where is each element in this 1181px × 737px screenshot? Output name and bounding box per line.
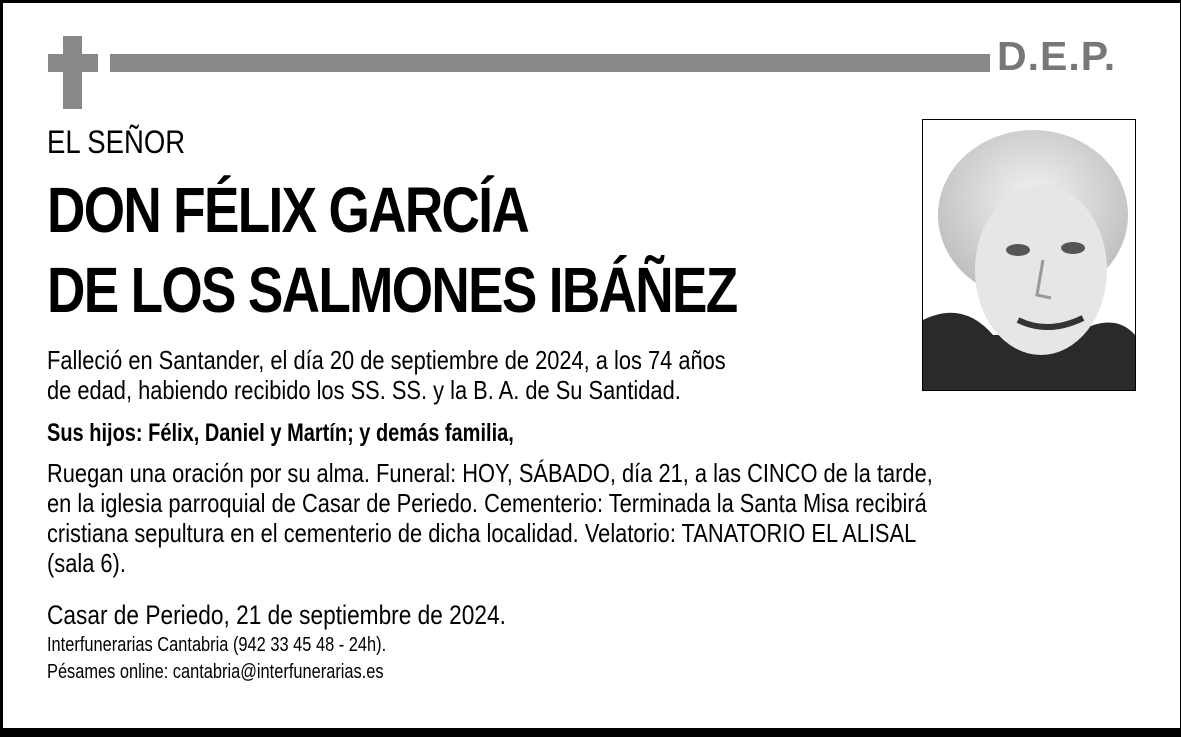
intro-label: EL SEÑOR xyxy=(47,124,186,160)
death-paragraph xyxy=(47,345,726,405)
deceased-name-line-1: DON FÉLIX GARCÍA xyxy=(47,174,529,246)
funeral-line: (sala 6). xyxy=(47,548,126,578)
death-line: Falleció en Santander, el día 20 de septiembre de 2024, a los 74 años xyxy=(47,345,726,375)
deceased-photo xyxy=(922,119,1136,391)
dep-label: D.E.P. xyxy=(997,33,1117,79)
death-line: de edad, habiendo recibido los SS. SS. y la B. A. de Su Santidad. xyxy=(47,375,681,405)
bottom-border xyxy=(0,728,1181,737)
condolences-email: Pésames online: cantabria@interfunerarias.es xyxy=(47,661,384,683)
funeral-home-contact: Interfunerarias Cantabria (942 33 45 48 - 24h). xyxy=(47,634,387,656)
funeral-line: cristiana sepultura en el cementerio de dicha localidad. Velatorio: TANATORIO EL ALISAL xyxy=(47,518,917,548)
header-rule xyxy=(110,54,990,72)
place-date: Casar de Periedo, 21 de septiembre de 2024. xyxy=(47,600,506,630)
family-line: Sus hijos: Félix, Daniel y Martín; y demás familia, xyxy=(47,419,514,447)
funeral-line: en la iglesia parroquial de Casar de Periedo. Cementerio: Terminada la Santa Misa recibirá xyxy=(47,488,927,518)
cross-icon-arm xyxy=(48,54,98,72)
funeral-line: Ruegan una oración por su alma. Funeral: HOY, SÁBADO, día 21, a las CINCO de la tarde, xyxy=(47,458,933,488)
deceased-name-line-2: DE LOS SALMONES IBÁÑEZ xyxy=(47,254,737,326)
funeral-paragraph xyxy=(47,458,933,578)
cross-icon xyxy=(63,36,82,109)
